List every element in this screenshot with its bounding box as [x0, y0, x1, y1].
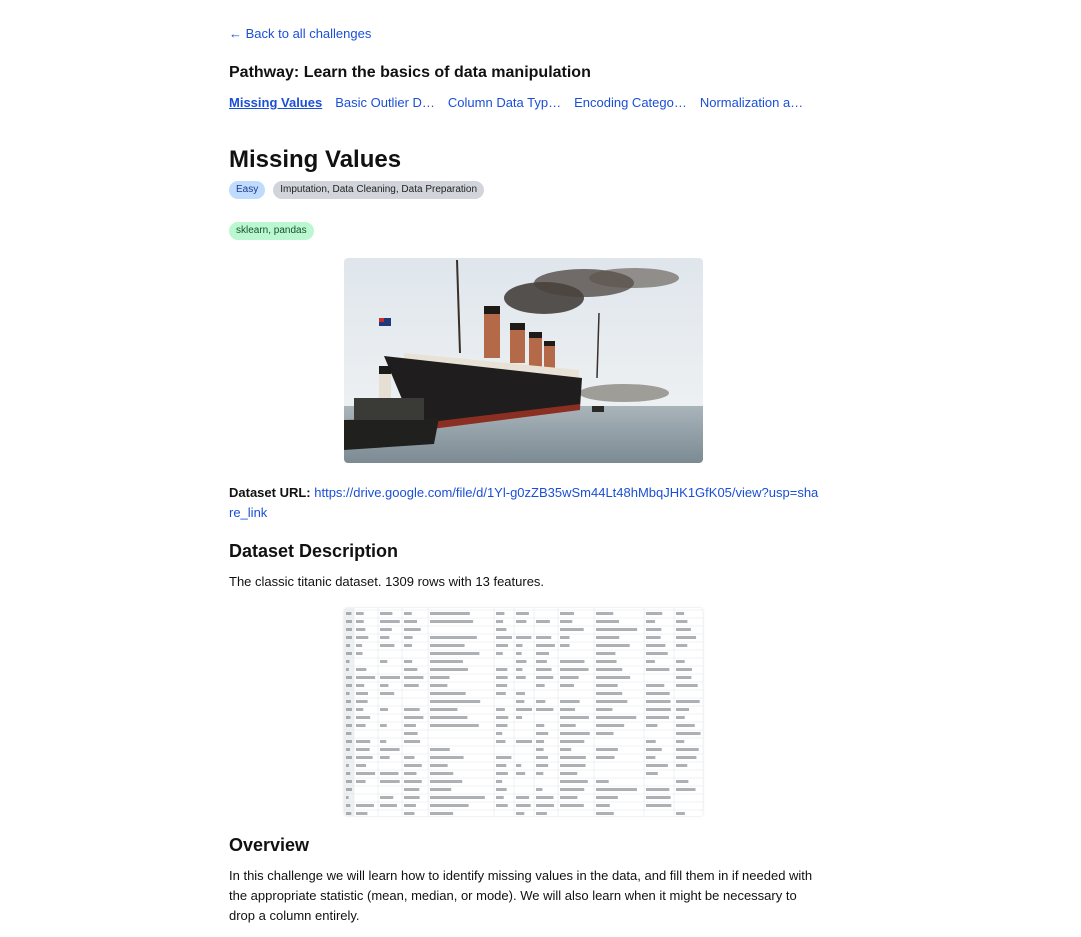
cell-ink	[380, 772, 398, 775]
cell-ink	[404, 796, 420, 799]
cell-ink	[380, 684, 388, 687]
challenge-hero-image	[344, 258, 703, 463]
cell-ink	[646, 804, 671, 807]
cell-ink	[646, 652, 668, 655]
cell-ink	[676, 788, 696, 791]
cell-ink	[596, 644, 630, 647]
pathway-title: Pathway: Learn the basics of data manipulation	[229, 64, 591, 81]
cell-ink	[346, 676, 352, 679]
cell-ink	[596, 636, 619, 639]
cell-ink	[646, 748, 662, 751]
cell-ink	[496, 796, 504, 799]
cell-ink	[404, 660, 412, 663]
cell-ink	[404, 612, 412, 615]
cell-ink	[404, 756, 414, 759]
cell-ink	[346, 732, 351, 735]
cell-ink	[380, 660, 387, 663]
cell-ink	[596, 652, 615, 655]
cell-ink	[596, 692, 622, 695]
cell-ink	[346, 772, 350, 775]
cell-ink	[404, 708, 420, 711]
cell-ink	[560, 764, 586, 767]
cell-ink	[496, 684, 507, 687]
cell-ink	[676, 764, 687, 767]
cell-ink	[404, 780, 422, 783]
cell-ink	[646, 612, 662, 615]
cell-ink	[646, 740, 656, 743]
cell-ink	[404, 668, 417, 671]
cell-ink	[676, 700, 700, 703]
cell-ink	[496, 620, 503, 623]
cell-ink	[356, 716, 370, 719]
cell-ink	[516, 660, 526, 663]
cell-ink	[346, 668, 349, 671]
cell-ink	[516, 716, 522, 719]
dataset-description-text: The classic titanic dataset. 1309 rows with 13 features.	[229, 574, 545, 589]
cell-ink	[676, 716, 685, 719]
cell-ink	[560, 644, 570, 647]
cell-ink	[596, 708, 612, 711]
cell-ink	[676, 676, 691, 679]
cell-ink	[596, 756, 615, 759]
cell-ink	[676, 684, 698, 687]
cell-ink	[536, 620, 550, 623]
cell-ink	[560, 732, 590, 735]
cell-ink	[380, 740, 386, 743]
cell-ink	[560, 628, 584, 631]
cell-ink	[536, 684, 545, 687]
cell-ink	[596, 788, 637, 791]
titanic-ship-illustration	[344, 258, 703, 463]
cell-ink	[496, 780, 502, 783]
cell-ink	[676, 748, 699, 751]
cell-ink	[536, 644, 555, 647]
cell-ink	[516, 620, 526, 623]
dataset-url-link[interactable]: https://drive.google.com/file/d/1Yl-g0zZB35wSm44Lt48hMbqJHK1GfK05/view?usp=share_link	[229, 485, 819, 520]
cell-ink	[346, 652, 352, 655]
cell-ink	[516, 772, 525, 775]
cell-ink	[380, 676, 400, 679]
cell-ink	[516, 700, 524, 703]
cell-ink	[646, 636, 661, 639]
cell-ink	[560, 772, 577, 775]
cell-ink	[596, 812, 614, 815]
cell-ink	[676, 740, 684, 743]
cell-ink	[346, 724, 352, 727]
cell-ink	[536, 668, 552, 671]
cell-ink	[646, 660, 655, 663]
cell-ink	[346, 756, 352, 759]
cell-ink	[676, 732, 701, 735]
cell-ink	[430, 652, 479, 655]
cell-ink	[346, 812, 351, 815]
cell-ink	[560, 788, 584, 791]
dataset-url-line	[229, 483, 821, 523]
cell-ink	[596, 780, 609, 783]
cell-ink	[646, 644, 665, 647]
cell-ink	[356, 708, 363, 711]
row-header-column	[344, 608, 354, 816]
difficulty-badge: Easy	[229, 181, 265, 199]
cell-ink	[496, 772, 508, 775]
cell-ink	[596, 620, 619, 623]
tab-basic-outlier[interactable]: Basic Outlier D…	[335, 95, 435, 110]
cell-ink	[560, 708, 575, 711]
cell-ink	[356, 756, 373, 759]
cell-ink	[430, 692, 466, 695]
cell-ink	[430, 780, 462, 783]
cell-ink	[516, 612, 529, 615]
cell-ink	[560, 700, 580, 703]
cell-ink	[516, 764, 521, 767]
cell-ink	[646, 668, 669, 671]
cell-ink	[536, 732, 548, 735]
overview-heading: Overview	[229, 835, 310, 855]
cell-ink	[380, 756, 390, 759]
cell-ink	[346, 700, 351, 703]
cell-ink	[496, 716, 508, 719]
cell-ink	[676, 644, 687, 647]
cell-ink	[356, 804, 374, 807]
cell-ink	[560, 756, 586, 759]
cell-ink	[404, 724, 416, 727]
cell-ink	[596, 724, 624, 727]
cell-ink	[560, 660, 584, 663]
cell-ink	[536, 748, 544, 751]
cell-ink	[346, 740, 352, 743]
cell-ink	[430, 764, 448, 767]
cell-ink	[536, 740, 544, 743]
cell-ink	[646, 788, 669, 791]
cell-ink	[646, 756, 655, 759]
cell-ink	[646, 796, 671, 799]
cell-ink	[430, 676, 449, 679]
cell-ink	[496, 628, 506, 631]
cell-ink	[404, 628, 421, 631]
cell-ink	[516, 692, 525, 695]
cell-ink	[346, 804, 350, 807]
cell-ink	[356, 668, 366, 671]
cell-ink	[430, 668, 468, 671]
cell-ink	[516, 636, 531, 639]
cell-ink	[536, 676, 553, 679]
cell-ink	[356, 628, 365, 631]
cell-ink	[596, 628, 637, 631]
cell-ink	[380, 612, 392, 615]
cell-ink	[346, 764, 349, 767]
cell-ink	[346, 796, 349, 799]
cell-ink	[646, 628, 661, 631]
cell-ink	[380, 796, 393, 799]
cell-ink	[646, 684, 664, 687]
cell-ink	[596, 684, 618, 687]
cell-ink	[496, 732, 502, 735]
cell-ink	[646, 764, 668, 767]
cell-ink	[356, 812, 367, 815]
cell-ink	[356, 612, 364, 615]
cell-ink	[676, 756, 696, 759]
cell-ink	[346, 628, 352, 631]
cell-ink	[676, 628, 691, 631]
cell-ink	[430, 804, 469, 807]
cell-ink	[516, 644, 523, 647]
cell-ink	[496, 612, 504, 615]
cell-ink	[380, 636, 389, 639]
cell-ink	[646, 692, 670, 695]
cell-ink	[404, 764, 422, 767]
cell-ink	[430, 644, 465, 647]
cell-ink	[560, 740, 584, 743]
cell-ink	[380, 804, 397, 807]
cell-ink	[676, 780, 688, 783]
cell-ink	[536, 724, 544, 727]
cell-ink	[430, 636, 477, 639]
cell-ink	[346, 788, 352, 791]
cell-ink	[496, 636, 512, 639]
cell-ink	[646, 772, 658, 775]
cell-ink	[404, 804, 416, 807]
cell-ink	[536, 756, 548, 759]
cell-ink	[346, 684, 352, 687]
cell-ink	[496, 788, 507, 791]
cell-ink	[560, 804, 584, 807]
cell-ink	[560, 636, 570, 639]
cell-ink	[560, 676, 579, 679]
cell-ink	[646, 724, 657, 727]
tab-encoding-categorical[interactable]: Encoding Catego…	[574, 95, 687, 110]
cell-ink	[346, 620, 352, 623]
cell-ink	[596, 748, 618, 751]
cell-ink	[676, 660, 685, 663]
cell-ink	[516, 804, 531, 807]
cell-ink	[356, 636, 368, 639]
topics-badge: Imputation, Data Cleaning, Data Preparation	[273, 181, 484, 199]
cell-ink	[380, 620, 400, 623]
cell-ink	[356, 692, 368, 695]
cell-ink	[646, 700, 671, 703]
cell-ink	[380, 692, 394, 695]
cell-ink	[496, 756, 511, 759]
cell-ink	[430, 612, 470, 615]
cell-ink	[346, 708, 352, 711]
cell-ink	[560, 748, 571, 751]
cell-ink	[430, 684, 447, 687]
cell-ink	[404, 740, 420, 743]
cell-ink	[596, 796, 618, 799]
cell-ink	[496, 676, 508, 679]
cell-ink	[676, 668, 692, 671]
cell-ink	[430, 620, 473, 623]
cell-ink	[404, 812, 414, 815]
cell-ink	[496, 708, 505, 711]
tab-column-data-types[interactable]: Column Data Typ…	[447, 95, 562, 110]
cell-ink	[356, 772, 375, 775]
cell-ink	[356, 724, 366, 727]
cell-ink	[430, 796, 485, 799]
tab-normalization[interactable]: Normalization a…	[699, 95, 804, 110]
cell-ink	[380, 644, 394, 647]
cell-ink	[404, 732, 418, 735]
libraries-badge: sklearn, pandas	[229, 222, 314, 240]
cell-ink	[560, 780, 588, 783]
cell-ink	[516, 740, 532, 743]
cell-ink	[346, 644, 350, 647]
cell-ink	[356, 684, 364, 687]
cell-ink	[596, 700, 627, 703]
cell-ink	[356, 748, 370, 751]
cell-ink	[676, 612, 684, 615]
cell-ink	[430, 700, 480, 703]
cell-ink	[346, 780, 352, 783]
cell-ink	[356, 740, 370, 743]
cell-ink	[430, 812, 453, 815]
cell-ink	[430, 756, 464, 759]
cell-ink	[356, 652, 363, 655]
cell-ink	[496, 644, 508, 647]
tab-missing-values[interactable]: Missing Values	[229, 95, 323, 110]
cell-ink	[536, 764, 548, 767]
cell-ink	[496, 668, 507, 671]
cell-ink	[404, 620, 417, 623]
cell-ink	[430, 660, 463, 663]
cell-ink	[496, 764, 506, 767]
cell-ink	[596, 668, 622, 671]
cell-ink	[380, 780, 400, 783]
cell-ink	[560, 620, 572, 623]
cell-ink	[346, 716, 351, 719]
spreadsheet-preview-illustration	[344, 608, 703, 816]
cell-ink	[560, 612, 574, 615]
cell-ink	[496, 652, 503, 655]
cell-ink	[560, 684, 574, 687]
cell-ink	[516, 676, 526, 679]
cell-ink	[404, 772, 416, 775]
cell-ink	[560, 724, 576, 727]
cell-ink	[380, 708, 388, 711]
cell-ink	[536, 812, 547, 815]
back-to-challenges-link[interactable]: ← Back to all challenges	[229, 26, 372, 41]
cell-ink	[676, 708, 689, 711]
cell-ink	[430, 772, 453, 775]
dataset-preview-image	[344, 608, 703, 816]
cell-ink	[536, 636, 551, 639]
cell-ink	[404, 676, 423, 679]
cell-ink	[430, 788, 451, 791]
library-badge-row	[229, 222, 314, 240]
cell-ink	[496, 740, 505, 743]
cell-ink	[676, 812, 685, 815]
cell-ink	[430, 716, 467, 719]
cell-ink	[596, 676, 630, 679]
cell-ink	[560, 668, 589, 671]
cell-ink	[676, 636, 696, 639]
cell-ink	[356, 700, 368, 703]
badge-row	[229, 181, 484, 199]
cell-ink	[560, 796, 577, 799]
cell-ink	[380, 724, 387, 727]
cell-ink	[430, 708, 457, 711]
cell-ink	[536, 700, 545, 703]
cell-ink	[404, 684, 419, 687]
cell-ink	[346, 660, 349, 663]
cell-ink	[346, 636, 352, 639]
cell-ink	[356, 764, 366, 767]
cell-ink	[356, 620, 364, 623]
cell-ink	[536, 788, 542, 791]
cell-ink	[646, 708, 671, 711]
cell-ink	[676, 620, 687, 623]
cell-ink	[404, 636, 413, 639]
cell-ink	[430, 748, 450, 751]
page-title: Missing Values	[229, 146, 402, 173]
cell-ink	[536, 660, 547, 663]
cell-ink	[536, 804, 554, 807]
cell-ink	[596, 716, 636, 719]
cell-ink	[516, 796, 529, 799]
cell-ink	[536, 652, 549, 655]
cell-ink	[346, 612, 351, 615]
cell-ink	[596, 660, 617, 663]
dataset-description-heading: Dataset Description	[229, 541, 399, 561]
dataset-url-label: Dataset URL:	[229, 485, 311, 500]
cell-ink	[404, 716, 423, 719]
cell-ink	[596, 612, 613, 615]
cell-ink	[516, 708, 532, 711]
cell-ink	[646, 620, 655, 623]
cell-ink	[516, 668, 522, 671]
cell-ink	[536, 796, 553, 799]
cell-ink	[404, 644, 412, 647]
cell-ink	[496, 724, 507, 727]
cell-ink	[356, 676, 375, 679]
cell-ink	[346, 748, 350, 751]
cell-ink	[496, 692, 506, 695]
cell-ink	[536, 708, 553, 711]
pathway-tabs	[229, 95, 803, 110]
cell-ink	[676, 724, 695, 727]
cell-ink	[404, 788, 419, 791]
cell-ink	[380, 628, 392, 631]
cell-ink	[646, 716, 669, 719]
cell-ink	[380, 748, 400, 751]
overview-text: In this challenge we will learn how to identify missing values in the data, and fill them in if needed with the appropriate statistic (mean, median, or mode). We will also learn when it might be necessary to drop a column entirely.	[229, 868, 813, 923]
cell-ink	[560, 716, 589, 719]
cell-ink	[496, 804, 508, 807]
cell-ink	[346, 692, 350, 695]
cell-ink	[596, 732, 614, 735]
cell-ink	[356, 644, 362, 647]
cell-ink	[536, 772, 543, 775]
cell-ink	[516, 812, 524, 815]
cell-ink	[596, 804, 610, 807]
cell-ink	[356, 780, 366, 783]
cell-ink	[516, 652, 522, 655]
cell-ink	[430, 724, 479, 727]
